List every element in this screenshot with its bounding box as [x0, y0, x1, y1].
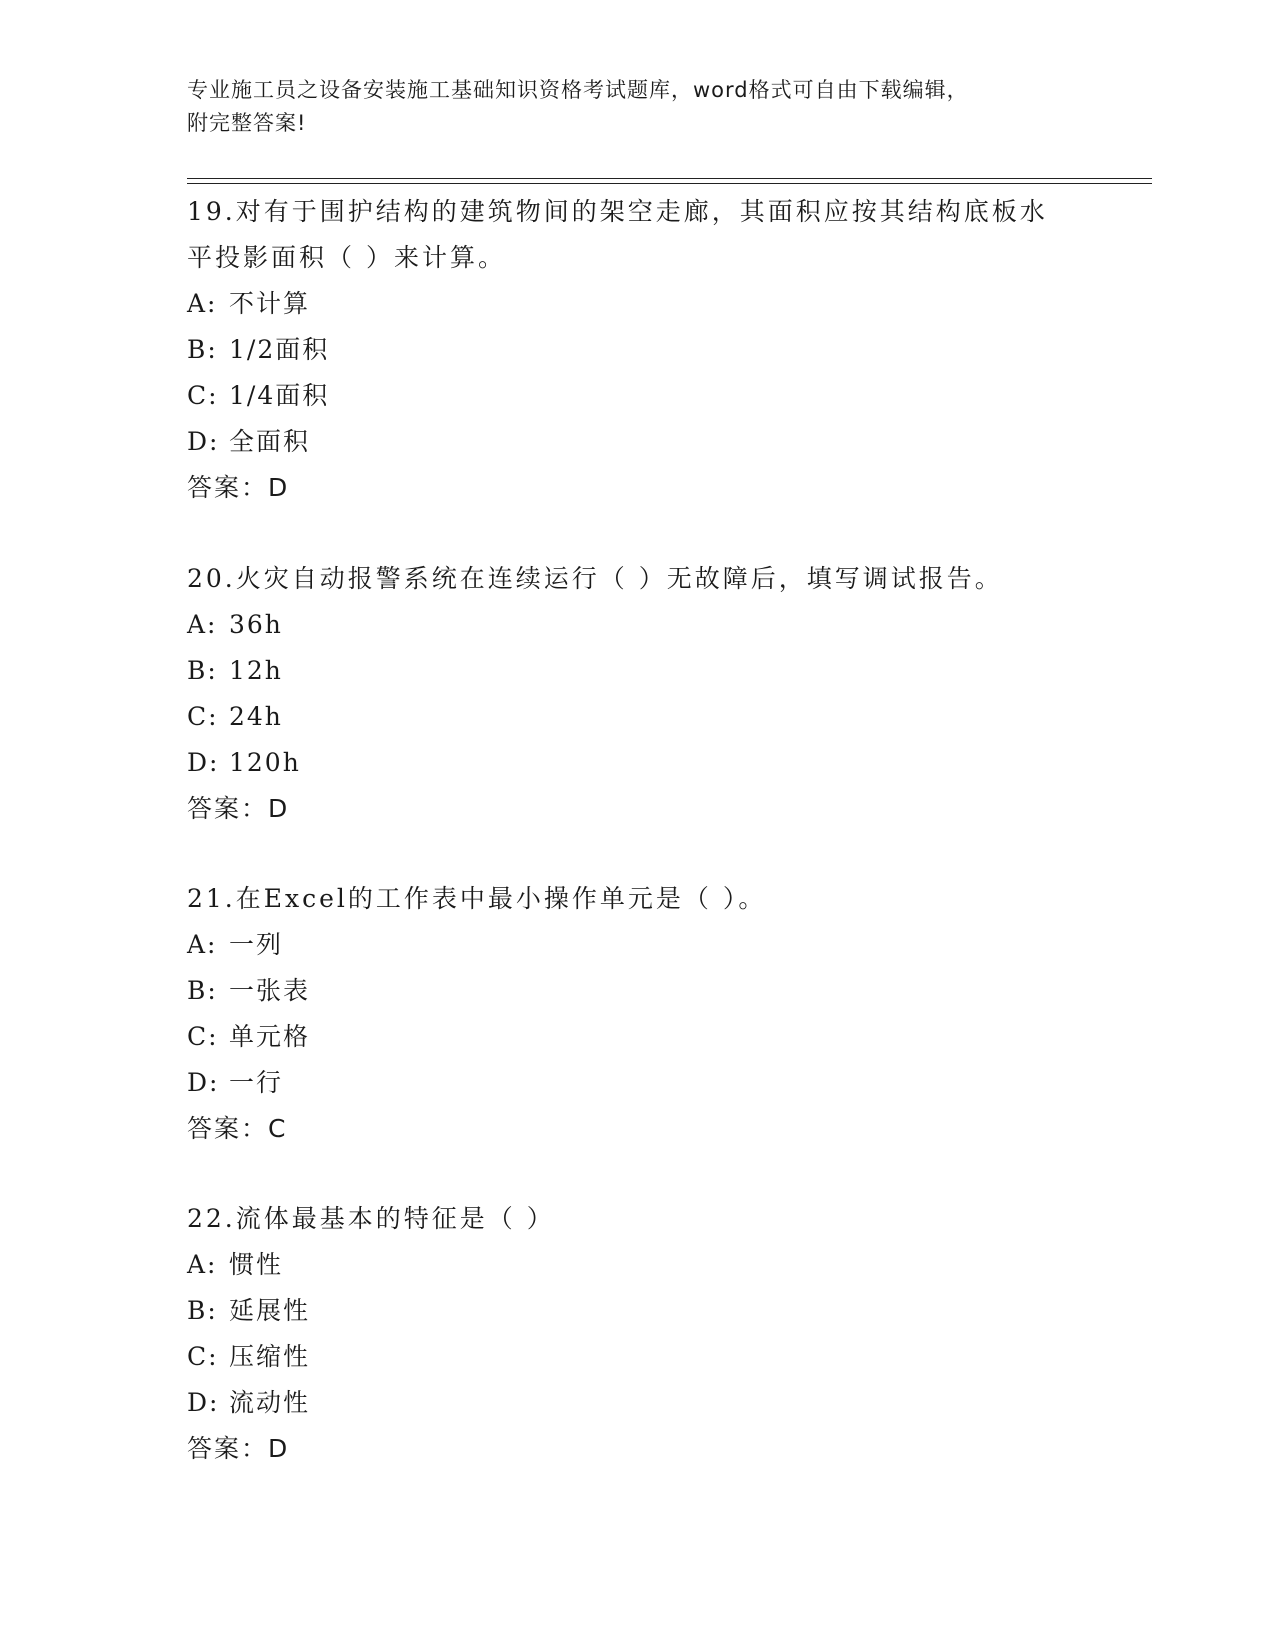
option-a: [187, 602, 1087, 648]
option-c: [187, 373, 1087, 419]
question-text: 19.对有于围护结构的建筑物间的架空走廊，其面积应按其结构底板水平投影面积（ ）来计算。: [187, 197, 1048, 272]
option-text: 全面积: [229, 427, 311, 456]
option-text: 1/2面积: [229, 335, 330, 364]
option-letter: C:: [187, 702, 219, 731]
option-b: [187, 648, 1087, 694]
answer-label: 答案：D: [187, 473, 290, 502]
question-20: [187, 556, 1087, 832]
answer-label: 答案：C: [187, 1114, 288, 1143]
option-d: [187, 740, 1087, 786]
question-22: [187, 1196, 1087, 1472]
option-b: [187, 1288, 1087, 1334]
option-d: [187, 1060, 1087, 1106]
option-letter: B:: [187, 335, 218, 364]
question-text: 20.火灾自动报警系统在连续运行（ ）无故障后，填写调试报告。: [187, 564, 1003, 593]
option-c: [187, 1014, 1087, 1060]
option-letter: B:: [187, 656, 218, 685]
option-letter: B:: [187, 976, 218, 1005]
option-b: [187, 327, 1087, 373]
option-text: 惯性: [229, 1250, 284, 1279]
option-letter: D:: [187, 1068, 220, 1097]
option-text: 压缩性: [229, 1342, 311, 1371]
option-a: [187, 1242, 1087, 1288]
option-letter: D:: [187, 427, 220, 456]
question-19: [187, 189, 1087, 511]
option-d: [187, 419, 1087, 465]
option-letter: A:: [187, 610, 218, 639]
option-a: [187, 281, 1087, 327]
option-text: 1/4面积: [229, 381, 330, 410]
option-text: 单元格: [229, 1022, 311, 1051]
option-text: 36h: [229, 610, 283, 639]
option-letter: A:: [187, 930, 218, 959]
header-divider-top: [187, 178, 1152, 179]
question-text: 22.流体最基本的特征是（ ）: [187, 1204, 555, 1233]
option-c: [187, 694, 1087, 740]
option-a: [187, 922, 1087, 968]
option-letter: D:: [187, 1388, 220, 1417]
option-text: 一行: [229, 1068, 284, 1097]
option-letter: A:: [187, 289, 218, 318]
option-text: 24h: [229, 702, 283, 731]
option-c: [187, 1334, 1087, 1380]
header-divider-bottom: [187, 183, 1152, 184]
option-letter: B:: [187, 1296, 218, 1325]
option-letter: A:: [187, 1250, 218, 1279]
question-21: [187, 876, 1087, 1152]
header-line-2: 附完整答案!: [187, 111, 307, 135]
question-text: 21.在Excel的工作表中最小操作单元是（ ）。: [187, 884, 767, 913]
option-letter: C:: [187, 381, 219, 410]
option-text: 不计算: [229, 289, 311, 318]
option-text: 流动性: [229, 1388, 311, 1417]
answer-label: 答案：D: [187, 794, 290, 823]
option-text: 120h: [229, 748, 301, 777]
option-text: 一张表: [229, 976, 311, 1005]
option-letter: C:: [187, 1342, 219, 1371]
option-d: [187, 1380, 1087, 1426]
header-line-1: 专业施工员之设备安装施工基础知识资格考试题库，word格式可自由下载编辑，: [187, 78, 969, 102]
option-letter: D:: [187, 748, 220, 777]
answer-label: 答案：D: [187, 1434, 290, 1463]
option-text: 一列: [229, 930, 284, 959]
document-header: [187, 74, 1087, 140]
option-b: [187, 968, 1087, 1014]
option-text: 12h: [229, 656, 283, 685]
option-letter: C:: [187, 1022, 219, 1051]
option-text: 延展性: [229, 1296, 311, 1325]
